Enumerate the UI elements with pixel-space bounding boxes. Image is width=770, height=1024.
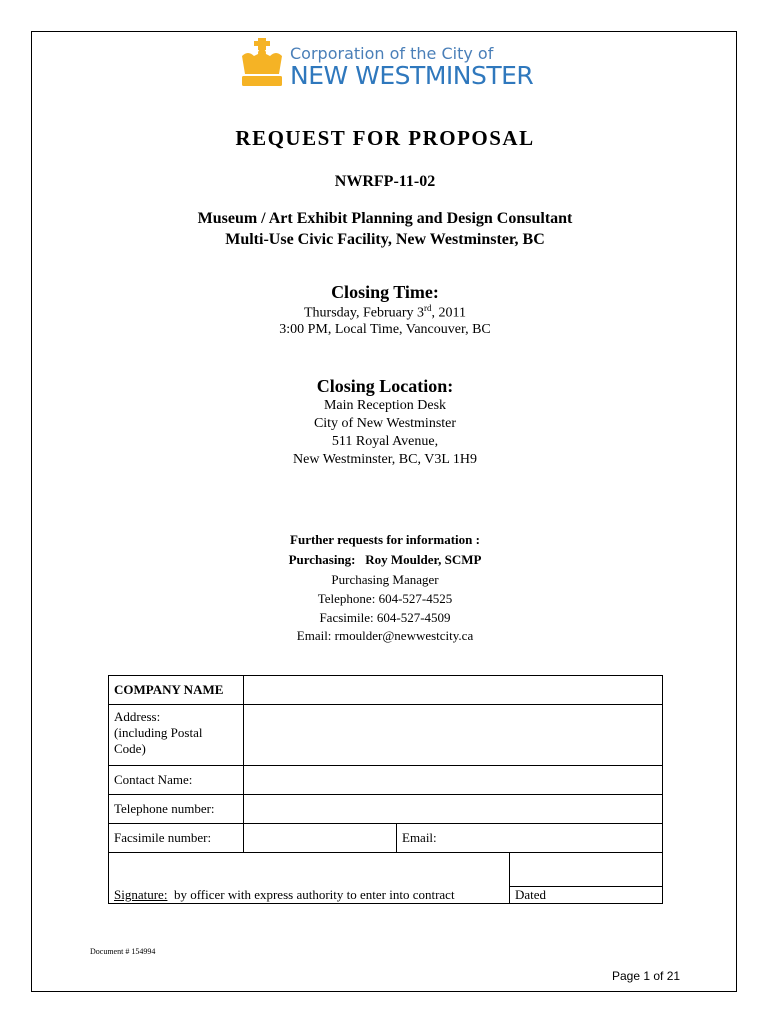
address-label-line2: (including Postal: [114, 725, 203, 740]
address-label-line3: Code): [114, 741, 146, 756]
address-label: [109, 705, 244, 766]
facsimile-field[interactable]: [244, 824, 397, 853]
signature-label: Signature:: [114, 887, 168, 902]
company-info-form: [108, 675, 663, 904]
further-requests: Further requests for information :: [290, 532, 480, 547]
contact-title: Purchasing Manager: [331, 572, 439, 587]
page-number: Page 1 of 21: [612, 969, 681, 983]
crown-icon: [238, 36, 286, 88]
closing-date-suffix: rd: [424, 303, 432, 313]
closing-time-value: 3:00 PM, Local Time, Vancouver, BC: [279, 322, 491, 337]
contact-name-label: Contact Name:: [109, 766, 244, 795]
address-field[interactable]: [244, 705, 663, 766]
subtitle-line1: Museum / Art Exhibit Planning and Design Consultant: [197, 210, 573, 227]
signature-text: by officer with express authority to enter into contract: [167, 887, 455, 902]
contact-name-field[interactable]: [244, 766, 663, 795]
purchasing-contact: Purchasing: Roy Moulder, SCMP: [288, 552, 482, 567]
contact-telephone: Telephone: 604-527-4525: [317, 591, 453, 606]
facsimile-label: Facsimile number:: [109, 824, 244, 853]
dated-label: Dated: [510, 887, 663, 904]
telephone-label: Telephone number:: [109, 795, 244, 824]
contact-facsimile: Facsimile: 604-527-4509: [319, 610, 451, 625]
document-number: Document # 154994: [90, 947, 156, 956]
page-title: REQUEST FOR PROPOSAL: [235, 126, 535, 150]
logo-line2: NEW WESTMINSTER: [290, 61, 534, 90]
city-logo: [238, 36, 538, 88]
location-line2: City of New Westminster: [313, 416, 457, 431]
dated-field[interactable]: [510, 853, 663, 887]
company-name-label: COMPANY NAME: [109, 676, 244, 705]
closing-date-year: , 2011: [431, 305, 466, 321]
closing-date: [0, 303, 770, 322]
subtitle-line2: Multi-Use Civic Facility, New Westminster, BC: [225, 231, 545, 248]
rfp-number: NWRFP-11-02: [334, 173, 436, 190]
closing-date-prefix: Thursday, February 3: [304, 305, 425, 321]
location-line1: Main Reception Desk: [323, 398, 447, 413]
telephone-field[interactable]: [244, 795, 663, 824]
signature-field[interactable]: [109, 853, 510, 887]
address-label-line1: Address:: [114, 709, 161, 724]
closing-time-heading: Closing Time:: [331, 282, 439, 302]
company-name-field[interactable]: [244, 676, 663, 705]
location-line4: New Westminster, BC, V3L 1H9: [293, 452, 477, 467]
closing-location-heading: Closing Location:: [316, 376, 454, 396]
email-label[interactable]: Email:: [397, 824, 663, 853]
signature-caption: [109, 887, 510, 904]
logo-line1: Corporation of the City of: [290, 44, 494, 63]
contact-email: Email: rmoulder@newwestcity.ca: [296, 628, 474, 643]
location-line3: 511 Royal Avenue,: [331, 434, 439, 449]
